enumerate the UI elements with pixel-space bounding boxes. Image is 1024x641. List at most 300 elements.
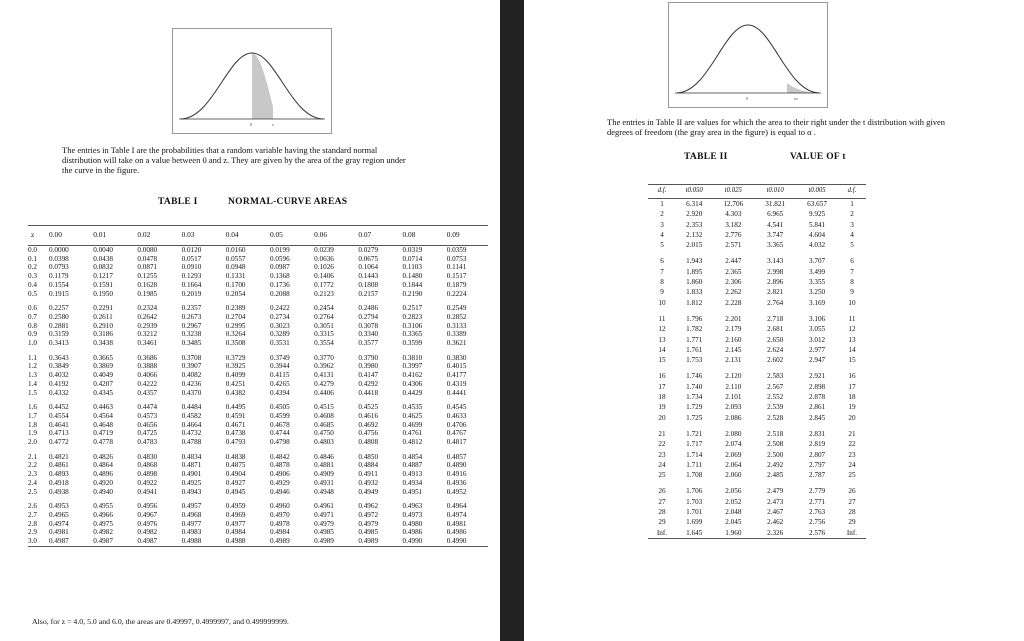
normal-table-cell: 0.4871	[181, 461, 202, 470]
normal-table-cell: 0.1141	[446, 263, 467, 272]
normal-table-cell: 0.4989	[267, 537, 311, 546]
t-table-cell: 4.541	[767, 220, 784, 229]
normal-table-cell: 0.1026	[314, 263, 334, 272]
t-table-row	[648, 335, 866, 345]
normal-table-cell: 0.4850	[358, 452, 379, 461]
normal-table-cell: 0.4936	[446, 478, 467, 487]
normal-table-cell: 0.4881	[314, 461, 334, 470]
normal-table-cell: 0.3944	[269, 362, 290, 371]
t-table-cell: 2	[660, 210, 664, 219]
normal-table-cell: 0.4984	[225, 528, 246, 537]
normal-table-cell: 0.4854	[402, 452, 423, 461]
normal-table-row	[28, 362, 488, 371]
normal-table-cell: 1.3	[28, 371, 37, 380]
normal-table-cell: 0.4505	[269, 403, 290, 412]
normal-table-cell: 0.4962	[358, 502, 379, 511]
normal-table-cell: 2.8	[28, 519, 37, 528]
normal-table-cell: 0.4192	[49, 379, 69, 388]
normal-table-cell: 0.4916	[446, 470, 467, 479]
normal-table-cell: 0.0438	[93, 254, 113, 263]
t-table-cell: 2.056	[725, 487, 742, 496]
t-table-cell: 13	[658, 335, 666, 344]
t-table-cell: 1.782	[686, 325, 703, 334]
normal-table-cell: 0.6	[28, 304, 37, 313]
normal-table-cell: 0.4864	[93, 461, 113, 470]
normal-table-cell: 0.4909	[314, 470, 334, 479]
normal-table-cell: 0.4990	[400, 537, 444, 546]
t-table-cell: 63.657	[807, 200, 827, 208]
t-table-cell: 2.518	[767, 429, 784, 438]
normal-table-cell: 0.4713	[49, 429, 69, 438]
normal-curve-areas-table	[28, 225, 488, 547]
normal-table-cell: 0.4948	[314, 487, 334, 496]
normal-table-cell: 0.2517	[402, 304, 423, 313]
normal-table-cell: 0.4692	[358, 420, 379, 429]
normal-table-cell: 0.8	[28, 321, 37, 330]
normal-table-cell: 0.4633	[446, 411, 467, 420]
normal-table-cell: 0.4955	[93, 502, 113, 511]
normal-table-cell: 0.4222	[137, 379, 158, 388]
t-table-cell: 15	[658, 356, 666, 365]
normal-table-cell: 1.9	[28, 429, 37, 438]
normal-table-cell: 0.3686	[137, 353, 158, 362]
normal-table-cell: 0.3289	[269, 330, 290, 339]
t-table-cell: 2.539	[767, 403, 784, 412]
t-table-cell: 2.576	[796, 528, 838, 539]
normal-table-cell: 0.2673	[181, 312, 202, 321]
normal-table-cell: 0.4990	[444, 537, 488, 546]
t-table-row	[648, 402, 866, 412]
normal-table-cell: 0.4495	[225, 403, 246, 412]
normal-table-cell: 0.2157	[358, 289, 379, 298]
normal-table-cell: 0.4977	[225, 519, 246, 528]
normal-table-row	[28, 322, 488, 331]
normal-table-cell: 0.4898	[137, 470, 158, 479]
normal-table-cell: 0.0596	[269, 254, 290, 263]
t-table-cell: 2.145	[725, 345, 742, 354]
t-table-cell: 22	[848, 440, 856, 449]
normal-table-cell: 0.0000	[49, 246, 69, 254]
normal-table-cell: 0.2224	[446, 289, 467, 298]
normal-table-cell: 0.4750	[314, 429, 334, 438]
normal-table-cell: 0.2939	[137, 321, 158, 330]
t-table-cell: 2.920	[686, 210, 703, 219]
normal-table-cell: 0.4975	[93, 519, 113, 528]
t-table-cell: 3.143	[767, 257, 784, 266]
normal-table-cell: 0.2910	[93, 321, 113, 330]
t-table-cell: 7	[660, 267, 664, 276]
normal-table-cell: 0.4772	[49, 438, 69, 447]
normal-table-cell: 0.3106	[402, 321, 423, 330]
t-table-header-cell: t0.010	[754, 185, 796, 199]
normal-table-cell: 0.1772	[314, 280, 334, 289]
normal-table-cell: 0.1844	[402, 280, 423, 289]
normal-table-cell: 0.0279	[358, 246, 379, 254]
t-table-cell: 1.771	[686, 335, 703, 344]
t-table-cell: 3.499	[808, 267, 826, 276]
normal-table-header-cell: 0.05	[267, 226, 311, 246]
normal-table-cell: 0.4678	[269, 420, 290, 429]
t-table-cell: 2.878	[808, 393, 826, 402]
normal-label-zero: 0	[250, 122, 253, 127]
t-table-cell: 2.552	[767, 393, 784, 402]
t-table-cell: 2.365	[725, 267, 742, 276]
normal-table-cell: 0.2019	[181, 289, 202, 298]
t-table-cell: 12.706	[723, 200, 744, 208]
t-table-cell: 2.052	[725, 497, 742, 506]
normal-table-cell: 0.4988	[223, 537, 267, 546]
t-table-row	[648, 365, 866, 381]
t-table-cell: 1.721	[686, 429, 703, 438]
normal-table-cell: 0.2088	[269, 289, 290, 298]
t-table-cell: 2.776	[725, 230, 742, 239]
normal-table-cell: 0.4911	[358, 470, 378, 479]
normal-table-cell: 0.3621	[446, 339, 467, 348]
table-i-label: TABLE I	[158, 197, 198, 207]
normal-table-cell: 0.4357	[137, 388, 158, 397]
t-table-cell: 1.761	[686, 345, 703, 354]
normal-table-cell: 0.1217	[93, 272, 113, 281]
t-table-cell: 2.821	[767, 288, 784, 297]
normal-table-row	[28, 380, 488, 389]
normal-table-cell: 0.4783	[137, 438, 158, 447]
normal-table-cell: 0.1700	[225, 280, 246, 289]
normal-table-cell: 0.4857	[446, 452, 467, 461]
t-table-row	[648, 450, 866, 460]
t-label-t-alpha: tα	[794, 96, 798, 101]
normal-table-cell: 0.4474	[137, 403, 158, 412]
normal-table-cell: 0.2823	[402, 312, 423, 321]
normal-table-cell: 0.3133	[446, 321, 467, 330]
normal-table-cell: 2.5	[28, 487, 37, 496]
normal-table-cell: 0.3962	[314, 362, 334, 371]
normal-table-cell: 0.4932	[358, 478, 379, 487]
t-table-cell: 1.960	[712, 528, 754, 539]
normal-table-cell: 0.4842	[269, 452, 290, 461]
normal-table-cell: 0.4969	[225, 510, 246, 519]
t-table-cell: 27	[848, 497, 856, 506]
t-table-cell: 21	[658, 429, 666, 438]
normal-table-cell: 0.4971	[314, 510, 334, 519]
normal-table-cell: 0.2123	[314, 289, 334, 298]
normal-table-cell: 0.3790	[358, 353, 379, 362]
t-table-cell: 2.998	[767, 267, 784, 276]
t-table-cell: 18	[848, 393, 856, 402]
normal-table-cell: 0.3531	[269, 339, 290, 348]
normal-table-header	[28, 226, 488, 246]
normal-table-cell: 0.1	[28, 254, 37, 263]
normal-table-cell: 0.3849	[49, 362, 69, 371]
normal-table-row	[28, 429, 488, 438]
t-table-cell: 23	[848, 450, 856, 459]
t-table-row	[648, 345, 866, 355]
normal-table-header-cell: 0.00	[46, 226, 90, 246]
normal-table-cell: 0.4934	[402, 478, 423, 487]
normal-table-cell: 1.1	[28, 353, 37, 362]
t-table-cell: 2.921	[808, 372, 826, 381]
normal-table-cell: 0.1985	[137, 289, 158, 298]
normal-table-cell: 1.2	[28, 362, 37, 371]
normal-table-cell: 0.1915	[49, 289, 69, 298]
t-table-cell: 5.841	[808, 220, 826, 229]
normal-shaded-area	[252, 53, 273, 119]
normal-table-row	[28, 447, 488, 462]
t-table-row	[648, 528, 866, 539]
t-distribution-figure	[668, 2, 828, 108]
normal-table-cell: 0.4732	[181, 429, 202, 438]
normal-table-cell: 0.4965	[49, 510, 69, 519]
t-table-cell: 4.303	[725, 210, 742, 219]
normal-table-cell: 0.3925	[225, 362, 246, 371]
normal-table-row	[28, 528, 488, 537]
normal-table-cell: 0.4925	[181, 478, 202, 487]
t-table-cell: 14	[658, 345, 666, 354]
t-table-cell: 1.725	[686, 413, 703, 422]
normal-table-cell: 1.5	[28, 388, 37, 397]
t-table-header-cell: d.f.	[838, 185, 866, 199]
t-table-cell: 26	[848, 487, 856, 496]
normal-table-cell: 0.3238	[181, 330, 202, 339]
normal-table-cell: 0.4985	[358, 528, 379, 537]
normal-table-cell: 0.4967	[137, 510, 158, 519]
normal-table-cell: 0.4878	[269, 461, 290, 470]
normal-table-cell: 0.3997	[402, 362, 423, 371]
t-table-cell: 24	[848, 460, 856, 469]
normal-table-cell: 0.4452	[49, 403, 69, 412]
normal-table-cell: 0.4279	[314, 379, 334, 388]
t-table-cell: 12	[658, 325, 666, 334]
t-table-cell: 1.714	[686, 450, 703, 459]
t-table-cell: 2.787	[808, 471, 826, 480]
normal-table-cell: 0.2967	[181, 321, 202, 330]
normal-table-row	[28, 461, 488, 470]
t-table-cell: 1.740	[686, 382, 703, 391]
t-table-cell: 2.120	[725, 372, 742, 381]
normal-table-cell: 0.4951	[402, 487, 423, 496]
t-table-cell: 2.060	[725, 471, 742, 480]
normal-table-cell: 0.4868	[137, 461, 158, 470]
t-table-cell: 2.831	[808, 429, 826, 438]
normal-curve-svg	[173, 29, 331, 133]
t-table-cell: 1.796	[686, 314, 703, 323]
t-table-cell: 1.833	[686, 288, 703, 297]
normal-table-cell: 0.0040	[93, 246, 113, 254]
normal-table-cell: 0.4821	[49, 452, 69, 461]
normal-table-cell: 0.4830	[137, 452, 158, 461]
normal-table-cell: 0.4032	[49, 371, 69, 380]
t-table-cell: 2.353	[686, 220, 703, 229]
table-i-footnote: Also, for z = 4.0, 5.0 and 6.0, the areas are 0.49997, 0.4999997, and 0.499999999.	[32, 617, 289, 626]
normal-table-cell: 0.4545	[446, 403, 467, 412]
normal-table-cell: 0.4922	[137, 478, 158, 487]
normal-table-cell: 0.4616	[358, 411, 379, 420]
normal-table-cell: 0.2794	[358, 312, 379, 321]
t-table-row	[648, 308, 866, 324]
t-table-cell: 2.306	[725, 278, 742, 287]
t-table-cell: 20	[658, 413, 666, 422]
normal-table-cell: 0.4345	[93, 388, 113, 397]
normal-table-cell: 0.4834	[181, 452, 202, 461]
normal-table-cell: 0.2389	[225, 304, 246, 313]
normal-table-cell: 0.4961	[314, 502, 334, 511]
normal-table-cell: 0.3023	[269, 321, 290, 330]
normal-table-row	[28, 313, 488, 322]
t-table-cell: 2.571	[725, 241, 742, 250]
t-table-cell: 2.861	[808, 403, 826, 412]
normal-table-cell: 0.2852	[446, 312, 467, 321]
normal-table-cell: 1.8	[28, 420, 37, 429]
normal-table-cell: 0.2291	[93, 304, 113, 313]
t-table-cell: 3.250	[808, 288, 826, 297]
normal-table-cell: 0.4131	[314, 371, 334, 380]
normal-table-cell: 0.1368	[269, 272, 290, 281]
t-table-cell: 28	[848, 508, 856, 517]
normal-table-cell: 0.4177	[446, 371, 467, 380]
t-table-cell: 2.485	[767, 471, 784, 480]
table-i-title: NORMAL-CURVE AREAS	[228, 197, 348, 207]
normal-table-cell: 0.2881	[49, 321, 69, 330]
normal-table-cell: 0.0675	[358, 254, 379, 263]
t-table-row	[648, 413, 866, 423]
t-table-cell: 16	[658, 372, 666, 381]
t-table-cell: 2.977	[808, 345, 826, 354]
normal-table-cell: 0.4920	[93, 478, 113, 487]
normal-table-cell: 0.4887	[402, 461, 423, 470]
t-table-cell: 1.729	[686, 403, 703, 412]
t-table-cell: 2.048	[725, 508, 742, 517]
t-table-cell: 2.947	[808, 356, 826, 365]
normal-table-row	[28, 389, 488, 398]
normal-table-cell: 0.4699	[402, 420, 423, 429]
normal-table-cell: 0.2054	[225, 289, 246, 298]
t-table-cell: 2.132	[686, 230, 703, 239]
normal-table-cell: 0.0120	[181, 246, 202, 254]
t-table-cell: 4	[660, 230, 664, 239]
t-table-cell: 2.101	[725, 393, 742, 402]
normal-table-row	[28, 348, 488, 363]
normal-table-cell: 0.4808	[358, 438, 379, 447]
normal-table-cell: 0.4976	[137, 519, 158, 528]
t-table-cell: 1.734	[686, 393, 703, 402]
normal-table-cell: 0.4931	[314, 478, 334, 487]
normal-table-cell: 0.1480	[402, 272, 423, 281]
normal-table-cell: 2.4	[28, 478, 37, 487]
normal-table-cell: 0.3888	[137, 362, 158, 371]
normal-table-cell: 0.3078	[358, 321, 379, 330]
normal-table-cell: 0.3830	[446, 353, 467, 362]
normal-table-cell: 0.4115	[269, 371, 290, 380]
normal-table-cell: 0.1628	[137, 280, 158, 289]
normal-table-header-cell: 0.09	[444, 226, 488, 246]
normal-table-cell: 0.4970	[269, 510, 290, 519]
normal-table-cell: 3.0	[28, 537, 46, 546]
normal-table-cell: 0.3438	[93, 339, 113, 348]
t-table-cell: 2.015	[686, 241, 703, 250]
normal-table-cell: 0.1443	[358, 272, 379, 281]
normal-table-cell: 0.4861	[49, 461, 69, 470]
t-table-cell: 2.763	[808, 508, 826, 517]
normal-table-cell: 0.2764	[314, 312, 334, 321]
normal-table-cell: 0.2257	[49, 304, 69, 313]
normal-table-cell: 0.0793	[49, 263, 69, 272]
normal-table-cell: 0.4968	[181, 510, 202, 519]
t-table-header-cell: d.f.	[648, 185, 676, 199]
t-table-cell: 2	[850, 210, 854, 219]
normal-table-cell: 0.4049	[93, 371, 113, 380]
t-table-cell: 2.681	[767, 325, 784, 334]
normal-table-cell: 0.4418	[358, 388, 379, 397]
t-table-cell: 2.447	[725, 257, 742, 266]
normal-table-cell: 0.3315	[314, 330, 334, 339]
t-table-cell: 1.708	[686, 471, 703, 480]
t-table-cell: 2.093	[725, 403, 742, 412]
t-table-cell: 1.860	[686, 278, 703, 287]
normal-table-cell: 0.4599	[269, 411, 290, 420]
normal-table-cell: 0.4664	[181, 420, 202, 429]
normal-table-cell: 0.4983	[181, 528, 202, 537]
normal-table-cell: 0.4966	[93, 510, 113, 519]
t-table-cell: Inf.	[648, 528, 676, 539]
normal-table-cell: 0.4952	[446, 487, 467, 496]
normal-table-cell: 0.1255	[137, 272, 158, 281]
normal-table-cell: 0.0	[28, 246, 37, 254]
normal-table-cell: 0.0359	[446, 246, 467, 254]
normal-table-cell: 0.2704	[225, 312, 246, 321]
t-table-cell: 29	[848, 518, 856, 527]
normal-table-cell: 0.0398	[49, 254, 69, 263]
normal-table-cell: 0.4756	[358, 429, 379, 438]
normal-table-row	[28, 255, 488, 264]
t-table-header-cell: t0.050	[676, 185, 712, 199]
t-table-row	[648, 439, 866, 449]
t-table-cell: 2.467	[767, 508, 784, 517]
t-table-cell: 2.064	[725, 460, 742, 469]
t-table-cell: 2.262	[725, 288, 742, 297]
normal-table-cell: 0.4803	[314, 438, 334, 447]
t-table-cell: 2.179	[725, 325, 742, 334]
normal-table-cell: 0.4901	[181, 470, 202, 479]
t-table-cell: 3.355	[808, 278, 826, 287]
t-table-cell: 2.624	[767, 345, 784, 354]
t-table-cell: 2.756	[808, 518, 826, 527]
normal-table-cell: 0.3508	[225, 339, 246, 348]
table-i-intro: The entries in Table I are the probabilities that a random variable having the standard normal distribution will take on a value between 0 and z. They are given by the area of the gray region under the curve in the figure.	[62, 145, 406, 175]
t-table-cell: 18	[658, 393, 666, 402]
normal-table-cell: 0.1517	[446, 272, 467, 281]
normal-table-cell: 2.0	[28, 438, 37, 447]
t-table-row	[648, 209, 866, 219]
normal-table-cell: 0.4959	[225, 502, 246, 511]
t-table-cell: 15	[848, 356, 856, 365]
normal-table-row	[28, 479, 488, 488]
normal-table-cell: 0.4953	[49, 502, 69, 511]
t-table-row	[648, 480, 866, 496]
normal-table-cell: 0.4982	[93, 528, 113, 537]
normal-table-cell: 0.3749	[269, 353, 290, 362]
t-table-cell: 2.845	[808, 413, 826, 422]
t-table-cell: 2.583	[767, 372, 784, 381]
t-table-cell: 12	[848, 325, 856, 334]
t-table-cell: 9	[850, 288, 854, 297]
table-ii-intro: The entries in Table II are values for which the area to their right under the t distribution with given degrees of freedom (the gray area in the figure) is equal to α .	[607, 117, 945, 137]
normal-table-cell: 0.2486	[358, 304, 379, 313]
normal-table-cell: 0.0910	[181, 263, 202, 272]
t-table-cell: 14	[848, 345, 856, 354]
t-table-cell: 2.602	[767, 356, 784, 365]
normal-table-cell: 0.4564	[93, 411, 113, 420]
t-table-cell: 29	[658, 518, 666, 527]
t-table-cell: 3.707	[808, 257, 826, 266]
